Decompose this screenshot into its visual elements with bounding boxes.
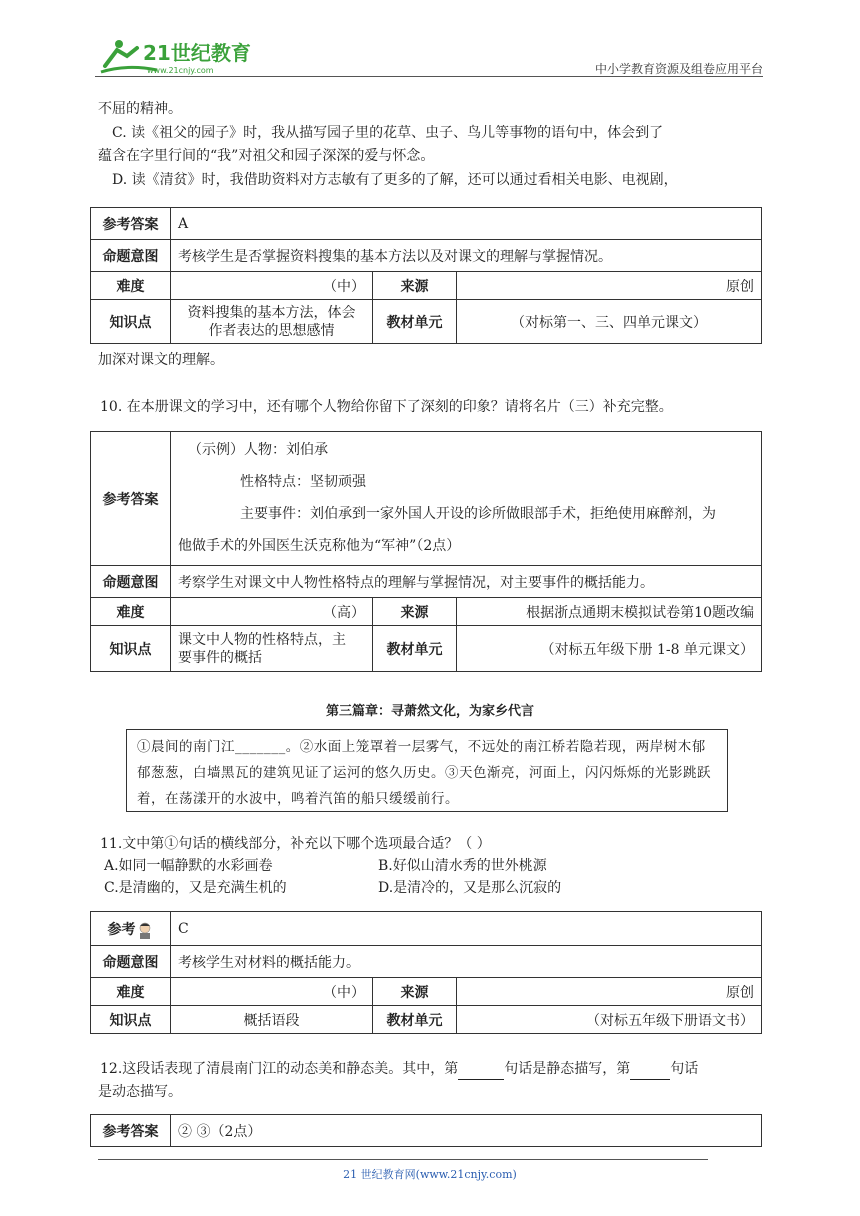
knowledge-label: 知识点 <box>91 626 171 672</box>
chapter-title: 第三篇章：寻萧然文化，为家乡代言 <box>325 704 534 719</box>
source-value: 原创 <box>457 272 762 300</box>
intent-value: 考察学生对课文中人物性格特点的理解与掌握情况，对主要事件的概括能力。 <box>171 566 762 598</box>
question-10: 10. 在本册课文的学习中，还有哪个人物给你留下了深刻的印象？请将名片（三）补充完整。 <box>100 399 673 415</box>
platform-name: 中小学教育资源及组卷应用平台 <box>594 62 763 76</box>
unit-label: 教材单元 <box>373 1006 457 1034</box>
source-label: 来源 <box>373 978 457 1006</box>
answer-table-11 <box>90 911 762 1034</box>
answer-value: A <box>171 208 762 240</box>
option-c-line1: C. 读《祖父的园子》时，我从描写园子里的花草、虫子、鸟儿等事物的语句中，体会到了 <box>112 125 664 141</box>
unit-value: （对标五年级下册语文书） <box>457 1006 762 1034</box>
unit-value: （对标第一、三、四单元课文） <box>457 300 762 344</box>
knowledge-value: 课文中人物的性格特点，主 要事件的概括 <box>171 626 373 672</box>
intent-label: 命题意图 <box>91 240 171 272</box>
source-label: 来源 <box>373 598 457 626</box>
source-label: 来源 <box>373 272 457 300</box>
question-12-line1: 12.这段话表现了清晨南门江的动态美和静态美。其中，第 句话是静态描写，第 句话 <box>100 1059 698 1080</box>
intro-line: 不屈的精神。 <box>98 101 182 117</box>
source-value: 原创 <box>457 978 762 1006</box>
unit-value: （对标五年级下册 1-8 单元课文） <box>457 626 762 672</box>
option-b: B.好似山清水秀的世外桃源 <box>378 858 547 874</box>
blank-1 <box>458 1059 504 1080</box>
question-11: 11.文中第①句话的横线部分，补充以下哪个选项最合适？（ ） <box>100 836 491 852</box>
option-d: D.是清冷的，又是那么沉寂的 <box>378 880 562 896</box>
answer-value: ② ③（2点） <box>171 1115 762 1147</box>
svg-text:21世纪教育: 21世纪教育 <box>143 41 251 65</box>
svg-text:www.21cnjy.com: www.21cnjy.com <box>147 66 214 75</box>
option-c: C.是清幽的，又是充满生机的 <box>104 880 287 896</box>
option-c-line2: 蕴含在字里行间的“我”对祖父和园子深深的爱与怀念。 <box>98 148 435 164</box>
source-value: 根据浙点通期末模拟试卷第10题改编 <box>457 598 762 626</box>
intent-value: 考核学生对材料的概括能力。 <box>171 946 762 978</box>
difficulty-value: （中） <box>171 978 373 1006</box>
answer-value: C <box>171 912 762 946</box>
knowledge-value: 资料搜集的基本方法，体会 作者表达的思想感情 <box>171 300 373 344</box>
answer-value: （示例）人物：刘伯承 性格特点：坚韧顽强 主要事件：刘伯承到一家外国人开设的诊所做眼部手术，拒绝使用麻醉剂，为 他做手术的外国医生沃克称他为“军神”（2点） <box>171 432 762 566</box>
knowledge-value: 概括语段 <box>171 1006 373 1034</box>
intent-value: 考核学生是否掌握资料搜集的基本方法以及对课文的理解与掌握情况。 <box>171 240 762 272</box>
difficulty-value: （中） <box>171 272 373 300</box>
avatar-icon <box>136 921 154 939</box>
answer-table-12 <box>90 1114 762 1147</box>
option-d-line1: D. 读《清贫》时，我借助资料对方志敏有了更多的了解，还可以通过看相关电影、电视剧， <box>112 172 678 188</box>
continued-text: 加深对课文的理解。 <box>98 352 224 368</box>
answer-label: 参考答案 <box>91 208 171 240</box>
footer-divider <box>98 1159 708 1160</box>
header-divider <box>95 76 763 77</box>
unit-label: 教材单元 <box>373 626 457 672</box>
intent-label: 命题意图 <box>91 566 171 598</box>
question-12-line2: 是动态描写。 <box>98 1084 182 1100</box>
difficulty-label: 难度 <box>91 272 171 300</box>
difficulty-label: 难度 <box>91 598 171 626</box>
passage-box <box>126 729 728 812</box>
option-a: A.如同一幅静默的水彩画卷 <box>104 858 273 874</box>
answer-label: 参考 <box>91 912 171 946</box>
answer-table-9 <box>90 207 762 344</box>
blank-2 <box>630 1059 670 1080</box>
footer-link[interactable]: 21 世纪教育网(www.21cnjy.com) <box>343 1168 517 1181</box>
difficulty-value: （高） <box>171 598 373 626</box>
knowledge-label: 知识点 <box>91 1006 171 1034</box>
difficulty-label: 难度 <box>91 978 171 1006</box>
answer-label: 参考答案 <box>91 1115 171 1147</box>
passage-text: ①晨间的南门江_______。②水面上笼罩着一层雾气，不远处的南江桥若隐若现，两岸树木郁郁葱葱，白墙黑瓦的建筑见证了运河的悠久历史。③天色渐亮，河面上，闪闪烁烁的光影跳跃着，在荡漾开的水波中，鸣着汽笛的船只缓缓前行。 <box>137 739 711 807</box>
unit-label: 教材单元 <box>373 300 457 344</box>
logo <box>97 36 257 76</box>
answer-table-10 <box>90 431 762 672</box>
knowledge-label: 知识点 <box>91 300 171 344</box>
intent-label: 命题意图 <box>91 946 171 978</box>
answer-label: 参考答案 <box>91 432 171 566</box>
